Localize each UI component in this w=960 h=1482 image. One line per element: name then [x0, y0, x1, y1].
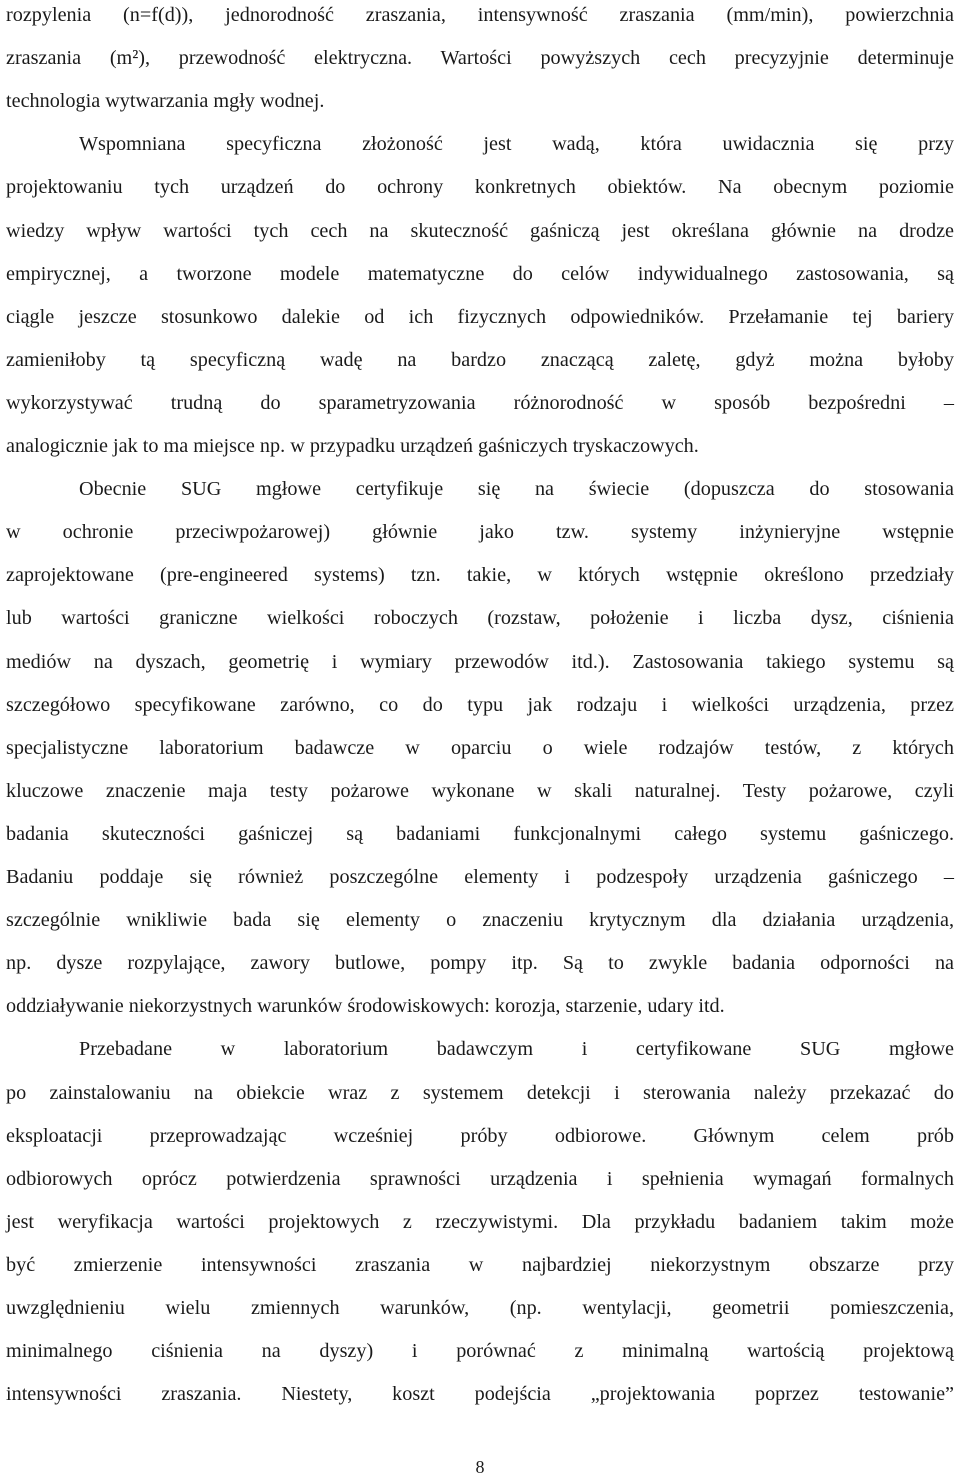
text-line: np. dysze rozpylające, zawory butlowe, pompy itp. Są to zwykle badania odporności na: [6, 952, 954, 975]
text-line: mediów na dyszach, geometrię i wymiary przewodów itd.). Zastosowania takiego systemu są: [6, 650, 954, 673]
text-line: w ochronie przeciwpożarowej) głównie jako tzw. systemy inżynieryjne wstępnie: [6, 521, 954, 544]
text-line: Wspomniana specyficzna złożoność jest wadą, która uwidacznia się przy: [79, 133, 954, 156]
text-line: być zmierzenie intensywności zraszania w najbardziej niekorzystnym obszarze przy: [6, 1253, 954, 1276]
text-line: lub wartości graniczne wielkości roboczych (rozstaw, położenie i liczba dysz, ciśnienia: [6, 607, 954, 630]
text-line: specjalistyczne laboratorium badawcze w oparciu o wiele rodzajów testów, z których: [6, 736, 954, 759]
text-line: Przebadane w laboratorium badawczym i certyfikowane SUG mgłowe: [79, 1038, 954, 1061]
text-line: po zainstalowaniu na obiekcie wraz z systemem detekcji i sterowania należy przekazać do: [6, 1081, 954, 1104]
text-line: rozpylenia (n=f(d)), jednorodność zraszania, intensywność zraszania (mm/min), powierzchnia: [6, 4, 954, 26]
text-line: projektowaniu tych urządzeń do ochrony konkretnych obiektów. Na obecnym poziomie: [6, 176, 954, 199]
text-line: minimalnego ciśnienia na dyszy) i porównać z minimalną wartością projektową: [6, 1340, 954, 1363]
text-line: odbiorowych oprócz potwierdzenia sprawności urządzenia i spełnienia wymagań formalnych: [6, 1167, 954, 1190]
text-line: szczególnie wnikliwie bada się elementy o znaczeniu krytycznym dla działania urządzenia,: [6, 909, 954, 932]
text-line: Obecnie SUG mgłowe certyfikuje się na świecie (dopuszcza do stosowania: [79, 478, 954, 501]
text-line: Badaniu poddaje się również poszczególne elementy i podzespoły urządzenia gaśniczego –: [6, 866, 954, 888]
text-line: badania skuteczności gaśniczej są badaniami funkcjonalnymi całego systemu gaśniczego.: [6, 822, 954, 845]
text-line: kluczowe znaczenie maja testy pożarowe wykonane w skali naturalnej. Testy pożarowe, czyli: [6, 779, 954, 802]
text-line: ciągle jeszcze stosunkowo dalekie od ich fizycznych odpowiedników. Przełamanie tej bariery: [6, 305, 954, 328]
page-number: 8: [475, 1457, 485, 1477]
text-line: jest weryfikacja wartości projektowych z rzeczywistymi. Dla przykładu badaniem takim może: [6, 1210, 954, 1233]
text-line: zamieniłoby tą specyficzną wadę na bardzo znaczącą zaletę, gdyż można byłoby: [6, 348, 954, 371]
text-line: zaprojektowane (pre-engineered systems) tzn. takie, w których wstępnie określono przedziały: [6, 564, 954, 587]
text-line: technologia wytwarzania mgły wodnej.: [6, 90, 325, 113]
text-line: zraszania (m²), przewodność elektryczna. Wartości powyższych cech precyzyjnie determinuje: [6, 47, 954, 70]
text-line: wiedzy wpływ wartości tych cech na skuteczność gaśniczą jest określana głównie na drodze: [6, 219, 954, 242]
text-line: empirycznej, a tworzone modele matematyczne do celów indywidualnego zastosowania, są: [6, 262, 954, 285]
text-line: analogicznie jak to ma miejsce np. w przypadku urządzeń gaśniczych tryskaczowych.: [6, 435, 699, 457]
text-line: wykorzystywać trudną do sparametryzowania różnorodność w sposób bezpośredni –: [6, 391, 954, 414]
text-line: szczegółowo specyfikowane zarówno, co do typu jak rodzaju i wielkości urządzenia, przez: [6, 693, 954, 716]
text-line: intensywności zraszania. Niestety, koszt podejścia „projektowania poprzez testowanie”: [6, 1383, 954, 1406]
text-line: uwzględnieniu wielu zmiennych warunków, (np. wentylacji, geometrii pomieszczenia,: [6, 1297, 954, 1319]
text-line: oddziaływanie niekorzystnych warunków środowiskowych: korozja, starzenie, udary itd.: [6, 995, 725, 1018]
text-line: eksploatacji przeprowadzając wcześniej próby odbiorowe. Głównym celem prób: [6, 1124, 954, 1147]
